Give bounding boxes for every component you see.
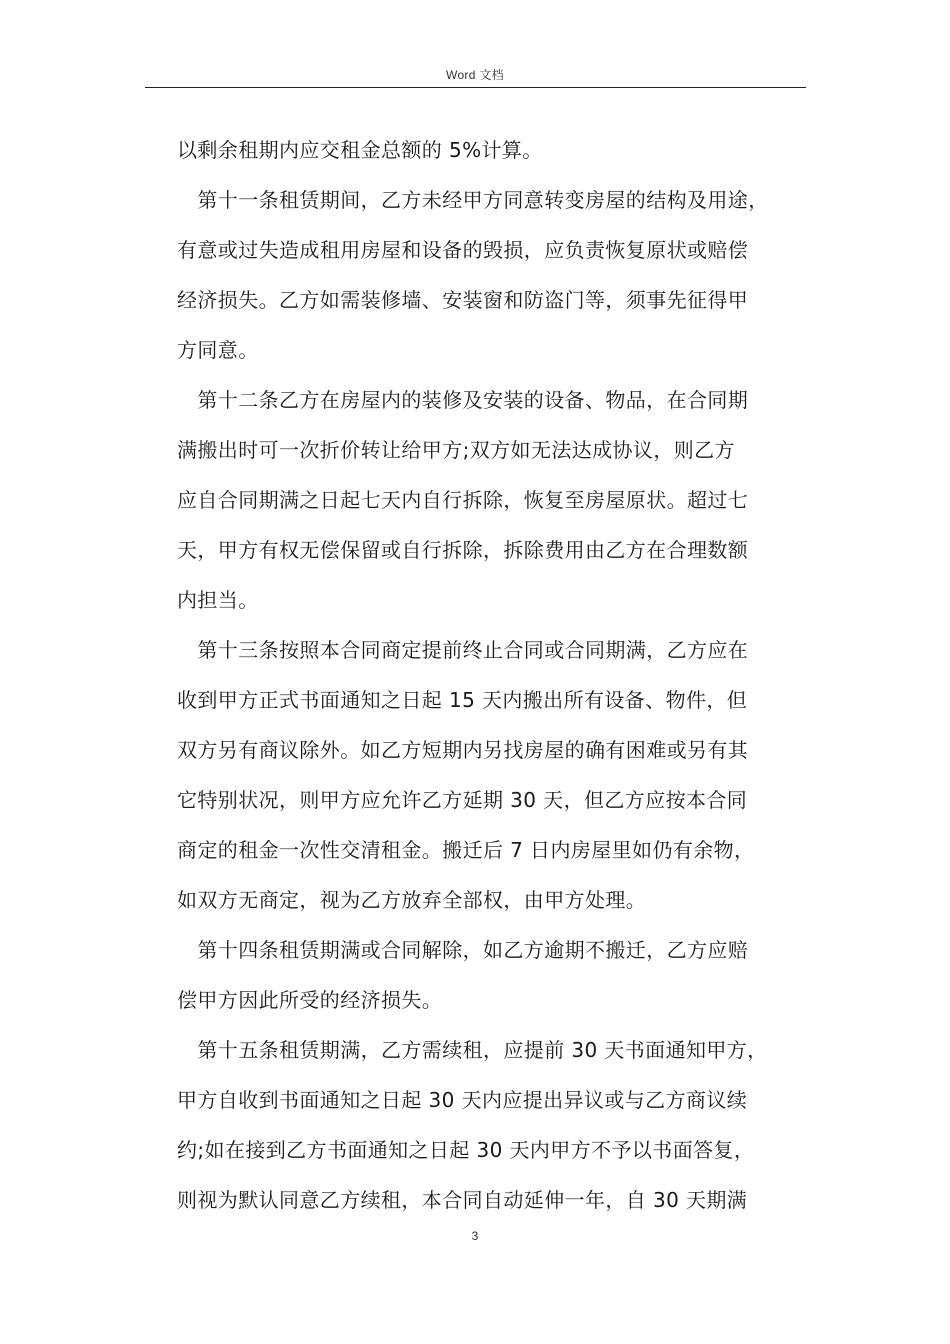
text-line: 内担当。 [177,588,259,612]
text-line: 有意或过失造成租用房屋和设备的毁损，应负责恢复原状或赔偿 [177,238,749,262]
text-line: 第十一条租赁期间，乙方未经甲方同意转变房屋的结构及用途， [177,188,769,212]
text-line: 双方另有商议除外。如乙方短期内另找房屋的确有困难或另有其 [177,738,749,762]
text-line: 收到甲方正式书面通知之日起 15 天内搬出所有设备、物件，但 [177,688,748,712]
text-line: 满搬出时可一次折价转让给甲方;双方如无法达成协议，则乙方 [177,438,735,462]
page-header: Word 文档 [446,68,504,82]
text-line: 应自合同期满之日起七天内自行拆除，恢复至房屋原状。超过七 [177,488,749,512]
text-line: 它特别状况，则甲方应允许乙方延期 30 天，但乙方应按本合同 [177,788,748,812]
document-body [177,125,807,1225]
text-line: 第十三条按照本合同商定提前终止合同或合同期满，乙方应在 [177,638,749,662]
text-line: 第十五条租赁期满，乙方需续租，应提前 30 天书面通知甲方， [177,1038,768,1062]
text-line: 以剩余租期内应交租金总额的 5%计算。 [177,138,543,162]
text-line: 约;如在接到乙方书面通知之日起 30 天内甲方不予以书面答复， [177,1138,755,1162]
text-line: 偿甲方因此所受的经济损失。 [177,988,443,1012]
text-line: 如双方无商定，视为乙方放弃全部权，由甲方处理。 [177,888,647,912]
text-line: 天，甲方有权无偿保留或自行拆除，拆除费用由乙方在合理数额 [177,538,749,562]
header-divider [145,87,806,88]
text-line: 第十二条乙方在房屋内的装修及安装的设备、物品，在合同期 [177,388,749,412]
page-number: 3 [471,1229,479,1243]
text-line: 商定的租金一次性交清租金。搬迁后 7 日内房屋里如仍有余物， [177,838,755,862]
text-line: 第十四条租赁期满或合同解除，如乙方逾期不搬迁，乙方应赔 [177,938,749,962]
text-line: 方同意。 [177,338,259,362]
text-line: 则视为默认同意乙方续租，本合同自动延伸一年，自 30 天期满 [177,1188,748,1212]
text-line: 甲方自收到书面通知之日起 30 天内应提出异议或与乙方商议续 [177,1088,748,1112]
text-line: 经济损失。乙方如需装修墙、安装窗和防盗门等，须事先征得甲 [177,288,749,312]
